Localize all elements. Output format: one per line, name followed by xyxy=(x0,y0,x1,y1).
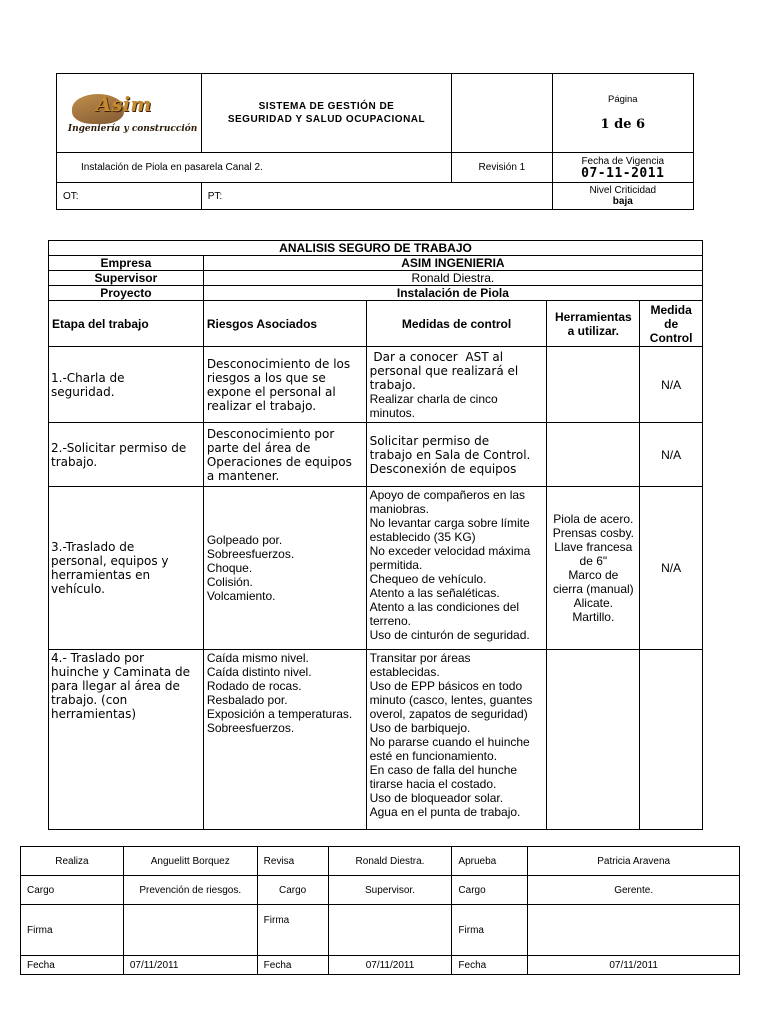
col-header-herramientas-2: a utilizar. xyxy=(567,323,619,338)
aprueba-cargo: Gerente. xyxy=(528,876,740,905)
riesgo-line: riesgos a los que se xyxy=(206,370,326,385)
aprueba-fecha: 07/11/2011 xyxy=(528,956,740,975)
medida-line: Transitar por áreas xyxy=(369,651,471,665)
riesgo-line: Choque. xyxy=(206,561,253,575)
logo-name: Asim xyxy=(95,91,152,116)
herramienta-line: Piola de acero. xyxy=(553,512,634,526)
company-logo xyxy=(67,86,198,138)
riesgos-cell xyxy=(203,347,366,423)
medida-line: overol, zapatos de seguridad) xyxy=(369,707,528,721)
page-value: 1 de 6 xyxy=(600,117,646,132)
medida-line: Atento a las señaléticas. xyxy=(369,586,500,600)
herramientas-cell xyxy=(547,487,640,650)
herramientas-cell xyxy=(547,347,640,423)
page-label: Página xyxy=(607,94,638,105)
medida-line: trabajo en Sala de Control. xyxy=(369,447,531,462)
medida-line: Apoyo de compañeros en las xyxy=(369,488,526,502)
col-header-control-2: de xyxy=(664,316,679,331)
control-cell: N/A xyxy=(640,423,703,487)
realiza-label: Realiza xyxy=(21,847,124,876)
fecha-label: Fecha xyxy=(452,956,528,975)
revisa-name: Ronald Diestra. xyxy=(328,847,452,876)
herramienta-line: cierra (manual) xyxy=(552,582,634,596)
medidas-cell xyxy=(366,423,547,487)
control-cell: N/A xyxy=(640,487,703,650)
etapa-line: trabajo. (con xyxy=(51,693,128,707)
pt-field xyxy=(201,183,552,210)
revisa-fecha: 07/11/2011 xyxy=(328,956,452,975)
etapa-line: 4.- Traslado por xyxy=(51,651,145,665)
medida-line: esté en funcionamiento. xyxy=(369,749,498,763)
table-row xyxy=(49,423,703,487)
col-header-control-3: Control xyxy=(649,330,693,345)
medida-line: No levantar carga sobre límite xyxy=(369,516,530,530)
riesgo-line: Desconocimiento por xyxy=(206,426,335,441)
herramientas-cell xyxy=(547,423,640,487)
firma-label: Firma xyxy=(257,905,328,956)
riesgo-line: Exposición a temperaturas. xyxy=(206,707,353,721)
herramienta-line: de 6" xyxy=(579,554,608,568)
col-header-herramientas-1: Herramientas xyxy=(554,309,632,324)
herramienta-line: Prensas cosby. xyxy=(552,526,634,540)
table-row xyxy=(49,347,703,423)
etapa-line: herramientas) xyxy=(51,707,137,721)
ot-field: OT: xyxy=(57,183,202,210)
criticidad-value: baja xyxy=(612,196,633,207)
medida-line: Uso de bloqueador solar. xyxy=(369,791,504,805)
info-label-supervisor: Supervisor xyxy=(49,271,204,286)
riesgo-line: parte del área de xyxy=(206,440,311,455)
vigencia-value: 07-11-2011 xyxy=(581,165,665,181)
riesgo-line: Sobreesfuerzos. xyxy=(206,721,295,735)
etapa-line: 3.-Traslado de xyxy=(51,540,135,554)
fecha-label: Fecha xyxy=(21,956,124,975)
riesgo-line: Caída distinto nivel. xyxy=(206,665,312,679)
info-value-proyecto: Instalación de Piola xyxy=(203,286,702,301)
realiza-firma-field xyxy=(123,905,257,956)
medida-line: No exceder velocidad máxima xyxy=(369,544,531,558)
col-header-herramientas xyxy=(547,301,640,347)
ast-title: ANALISIS SEGURO DE TRABAJO xyxy=(49,241,703,256)
etapa-line: seguridad. xyxy=(51,384,115,399)
etapa-line: huinche y Caminata de xyxy=(51,665,191,679)
system-title-line1: SISTEMA DE GESTIÓN DE xyxy=(258,101,395,112)
realiza-fecha: 07/11/2011 xyxy=(123,956,257,975)
col-header-etapa: Etapa del trabajo xyxy=(49,301,204,347)
info-label-empresa: Empresa xyxy=(49,256,204,271)
col-header-medidas: Medidas de control xyxy=(366,301,547,347)
etapa-cell xyxy=(49,650,204,830)
col-header-riesgos: Riesgos Asociados xyxy=(203,301,366,347)
medida-line: trabajo. xyxy=(369,377,416,392)
riesgo-line: Golpeado por. xyxy=(206,533,283,547)
header-blank-cell xyxy=(452,74,552,153)
fecha-label: Fecha xyxy=(257,956,328,975)
medida-line: Dar a conocer AST al xyxy=(369,349,504,364)
etapa-cell xyxy=(49,487,204,650)
herramienta-line: Martillo. xyxy=(572,610,615,624)
medida-line: establecidas. xyxy=(369,665,440,679)
table-row xyxy=(49,650,703,830)
etapa-line: herramientas en xyxy=(51,568,151,582)
cargo-label: Cargo xyxy=(452,876,528,905)
riesgo-line: Colisión. xyxy=(206,575,253,589)
riesgo-line: Desconocimiento de los xyxy=(206,356,351,371)
etapa-cell xyxy=(49,347,204,423)
medida-line: permitida. xyxy=(369,558,423,572)
logo-tagline: Ingeniería y construcción xyxy=(67,123,198,134)
revisa-firma-field xyxy=(328,905,452,956)
vigencia-label: Fecha de Vigencia xyxy=(581,155,665,167)
aprueba-firma-field xyxy=(528,905,740,956)
etapa-cell xyxy=(49,423,204,487)
control-cell: N/A xyxy=(640,347,703,423)
pt-label: PT: xyxy=(207,190,223,202)
medidas-cell xyxy=(366,650,547,830)
etapa-line: vehículo. xyxy=(51,582,105,596)
system-title xyxy=(201,74,451,153)
riesgo-line: Rodado de rocas. xyxy=(206,679,302,693)
logo-cell xyxy=(57,74,202,153)
medida-line: No pararse cuando el huinche xyxy=(369,735,530,749)
revisa-label: Revisa xyxy=(257,847,328,876)
medida-line: Realizar charla de cinco xyxy=(369,391,498,406)
medida-line: Agua en el punta de trabajo. xyxy=(369,805,521,819)
riesgo-line: Sobreesfuerzos. xyxy=(206,547,295,561)
info-value-empresa: ASIM INGENIERIA xyxy=(203,256,702,271)
firma-label: Firma xyxy=(21,905,124,956)
etapa-line: personal, equipos y xyxy=(51,554,169,568)
medida-line: En caso de falla del hunche xyxy=(369,763,518,777)
vigencia-cell xyxy=(552,153,693,183)
system-title-line2: SEGURIDAD Y SALUD OCUPACIONAL xyxy=(227,114,426,125)
medida-line: maniobras. xyxy=(369,502,429,516)
medida-line: establecido (35 KG) xyxy=(369,530,476,544)
riesgo-line: expone el personal al xyxy=(206,384,336,399)
riesgo-line: Resbalado por. xyxy=(206,693,288,707)
etapa-line: para llegar al área de xyxy=(51,679,180,693)
realiza-name: Anguelitt Borquez xyxy=(123,847,257,876)
cargo-label: Cargo xyxy=(257,876,328,905)
procedure-title: Instalación de Piola en pasarela Canal 2. xyxy=(57,153,452,183)
aprueba-label: Aprueba xyxy=(452,847,528,876)
criticidad-label: Nivel Criticidad xyxy=(589,185,657,196)
medidas-cell xyxy=(366,347,547,423)
medida-line: minutos. xyxy=(369,405,415,420)
cargo-label: Cargo xyxy=(21,876,124,905)
etapa-line: 1.-Charla de xyxy=(51,370,125,385)
herramienta-line: Alicate. xyxy=(573,596,613,610)
medidas-cell xyxy=(366,487,547,650)
riesgo-line: a mantener. xyxy=(206,468,280,483)
medida-line: terreno. xyxy=(369,614,411,628)
medida-line: Chequeo de vehículo. xyxy=(369,572,487,586)
control-cell xyxy=(640,650,703,830)
firma-label: Firma xyxy=(452,905,528,956)
riesgos-cell xyxy=(203,650,366,830)
riesgo-line: realizar el trabajo. xyxy=(206,398,317,413)
signature-table xyxy=(20,846,740,975)
medida-line: Atento a las condiciones del xyxy=(369,600,520,614)
medida-line: tirarse hacia el costado. xyxy=(369,777,497,791)
medida-line: Uso de barbiquejo. xyxy=(369,721,471,735)
medida-line: Solicitar permiso de xyxy=(369,433,490,448)
aprueba-name: Patricia Aravena xyxy=(528,847,740,876)
ast-table xyxy=(48,240,703,830)
table-row xyxy=(49,487,703,650)
riesgos-cell xyxy=(203,487,366,650)
riesgo-line: Operaciones de equipos xyxy=(206,454,352,469)
medida-line: Desconexión de equipos xyxy=(369,461,517,476)
criticidad-cell xyxy=(552,183,693,210)
medida-line: personal que realizará el xyxy=(369,363,519,378)
revisa-cargo: Supervisor. xyxy=(328,876,452,905)
medida-line: Uso de cinturón de seguridad. xyxy=(369,628,530,642)
medida-line: minuto (casco, lentes, guantes xyxy=(369,693,533,707)
col-header-control-1: Medida xyxy=(650,302,692,317)
etapa-line: 2.-Solicitar permiso de xyxy=(51,440,187,455)
herramientas-cell xyxy=(547,650,640,830)
etapa-line: trabajo. xyxy=(51,454,98,469)
herramienta-line: Llave francesa xyxy=(554,540,633,554)
revision: Revisión 1 xyxy=(452,153,552,183)
col-header-control xyxy=(640,301,703,347)
realiza-cargo: Prevención de riesgos. xyxy=(123,876,257,905)
riesgo-line: Volcamiento. xyxy=(206,589,276,603)
riesgos-cell xyxy=(203,423,366,487)
medida-line: Uso de EPP básicos en todo xyxy=(369,679,523,693)
info-value-supervisor: Ronald Diestra. xyxy=(203,271,702,286)
document-header xyxy=(56,73,694,210)
riesgo-line: Caída mismo nivel. xyxy=(206,651,309,665)
page-cell xyxy=(552,74,693,153)
herramienta-line: Marco de xyxy=(568,568,619,582)
info-label-proyecto: Proyecto xyxy=(49,286,204,301)
